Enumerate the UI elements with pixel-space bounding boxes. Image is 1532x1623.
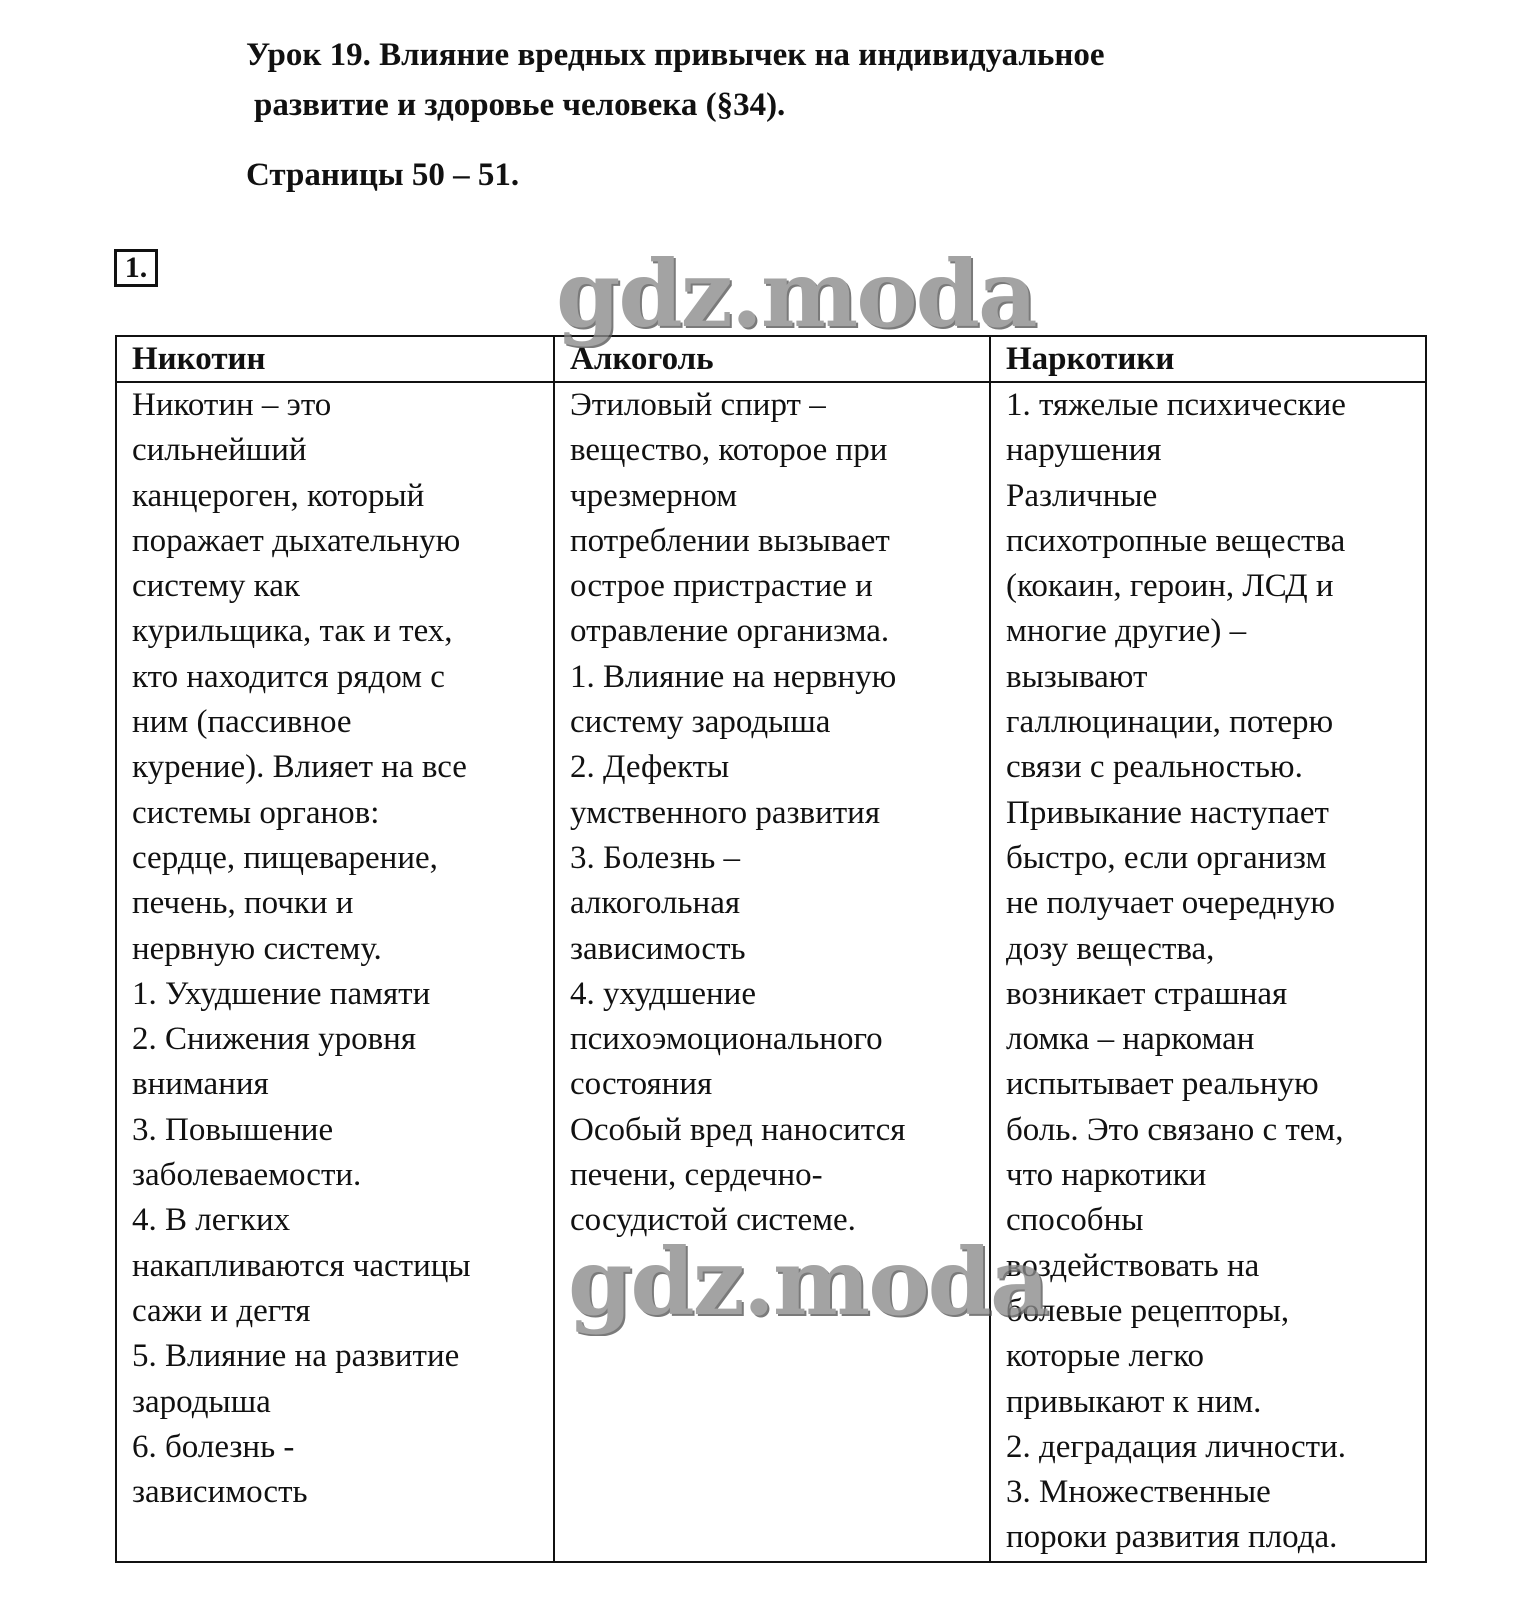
lesson-title-line-1: Урок 19. Влияние вредных привычек на индивидуальное — [246, 37, 1105, 73]
cell-line: Привыкание наступает — [1006, 794, 1329, 831]
pages-label: Страницы 50 – 51. — [246, 157, 520, 193]
cell-line: боль. Это связано с тем, — [1006, 1111, 1344, 1148]
cell-line: ним (пассивное — [132, 704, 352, 741]
cell-line: возникает страшная — [1006, 975, 1288, 1012]
cell-line: ломка – наркоман — [1006, 1021, 1255, 1058]
cell-drugs — [990, 382, 1426, 1562]
cell-line: психотропные вещества — [1006, 522, 1346, 559]
cell-line: курение). Влияет на все — [132, 749, 467, 786]
cell-line: воздействовать на — [1006, 1247, 1260, 1284]
cell-nicotine — [116, 382, 554, 1562]
task-number-box: 1. — [114, 249, 158, 287]
cell-line: привыкают к ним. — [1006, 1383, 1262, 1420]
cell-line: курильщика, так и тех, — [132, 613, 453, 650]
cell-line: зародыша — [132, 1383, 271, 1420]
cell-line: зависимость — [132, 1474, 308, 1511]
lesson-title-line-2: развитие и здоровье человека (§34). — [254, 87, 786, 123]
header-drugs: Наркотики — [990, 336, 1426, 382]
cell-line: вызывают — [1006, 658, 1148, 695]
cell-line: многие другие) – — [1006, 613, 1247, 650]
cell-line: печень, почки и — [132, 885, 354, 922]
watermark-bottom: gdz.moda — [568, 1228, 1048, 1336]
cell-line: галлюцинации, потерю — [1006, 704, 1334, 741]
cell-line: поражает дыхательную — [132, 522, 461, 559]
cell-line: Особый вред наносится — [570, 1111, 906, 1148]
cell-line: системы органов: — [132, 794, 380, 831]
cell-line: 1. Влияние на нервную — [570, 658, 897, 695]
cell-line: Этиловый спирт – — [570, 387, 826, 423]
cell-line: психоэмоционального — [570, 1021, 883, 1058]
cell-line: систему как — [132, 568, 300, 605]
cell-line: 6. болезнь - — [132, 1428, 295, 1465]
cell-line: вещество, которое при — [570, 432, 888, 469]
table-header-row — [116, 336, 1426, 382]
cell-line: пороки развития плода. — [1006, 1519, 1338, 1556]
cell-line: 2. деградация личности. — [1006, 1428, 1346, 1465]
cell-line: Различные — [1006, 477, 1158, 514]
cell-line: связи с реальностью. — [1006, 749, 1303, 786]
cell-line: печени, сердечно- — [570, 1157, 823, 1194]
cell-line: отравление организма. — [570, 613, 890, 650]
cell-line: 2. Снижения уровня — [132, 1021, 417, 1058]
cell-line: потреблении вызывает — [570, 522, 890, 559]
cell-line: дозу вещества, — [1006, 930, 1215, 967]
cell-line: накапливаются частицы — [132, 1247, 471, 1284]
cell-line: 5. Влияние на развитие — [132, 1338, 460, 1375]
cell-line: систему зародыша — [570, 704, 831, 741]
cell-line: 3. Повышение — [132, 1111, 334, 1148]
cell-line: зависимость — [570, 930, 746, 967]
cell-line: канцероген, который — [132, 477, 425, 514]
lesson-title — [246, 30, 1396, 130]
cell-line: внимания — [132, 1066, 269, 1103]
cell-line: умственного развития — [570, 794, 881, 831]
cell-line: не получает очередную — [1006, 885, 1336, 922]
cell-line: заболеваемости. — [132, 1157, 362, 1194]
cell-line: кто находится рядом с — [132, 658, 445, 695]
cell-line: испытывает реальную — [1006, 1066, 1319, 1103]
cell-line: состояния — [570, 1066, 713, 1103]
cell-line: сажи и дегтя — [132, 1292, 311, 1329]
harmful-habits-table — [115, 335, 1427, 1563]
cell-line: острое пристрастие и — [570, 568, 873, 605]
header-alcohol: Алкоголь — [554, 336, 990, 382]
cell-line: 1. Ухудшение памяти — [132, 975, 431, 1012]
cell-line: что наркотики — [1006, 1157, 1207, 1194]
cell-line: болевые рецепторы, — [1006, 1292, 1290, 1329]
cell-line: 1. тяжелые психические — [1006, 387, 1346, 423]
cell-line: 3. Множественные — [1006, 1474, 1271, 1511]
header-nicotine: Никотин — [116, 336, 554, 382]
cell-line: нервную систему. — [132, 930, 382, 967]
cell-line: 4. В легких — [132, 1202, 291, 1239]
cell-line: 2. Дефекты — [570, 749, 730, 786]
cell-line: Никотин – это — [132, 387, 332, 423]
cell-line: 3. Болезнь – — [570, 839, 741, 876]
cell-line: быстро, если организм — [1006, 839, 1327, 876]
cell-line: которые легко — [1006, 1338, 1204, 1375]
cell-line: чрезмерном — [570, 477, 738, 514]
cell-line: 4. ухудшение — [570, 975, 756, 1012]
cell-line: (кокаин, героин, ЛСД и — [1006, 568, 1334, 605]
cell-line: сильнейший — [132, 432, 307, 469]
cell-line: сердце, пищеварение, — [132, 839, 438, 876]
cell-line: способны — [1006, 1202, 1144, 1239]
cell-line: нарушения — [1006, 432, 1162, 469]
cell-line: сосудистой системе. — [570, 1202, 856, 1239]
table-body-row — [116, 382, 1426, 1562]
cell-alcohol — [554, 382, 990, 1562]
watermark-top: gdz.moda — [556, 240, 1036, 348]
cell-line: алкогольная — [570, 885, 741, 922]
